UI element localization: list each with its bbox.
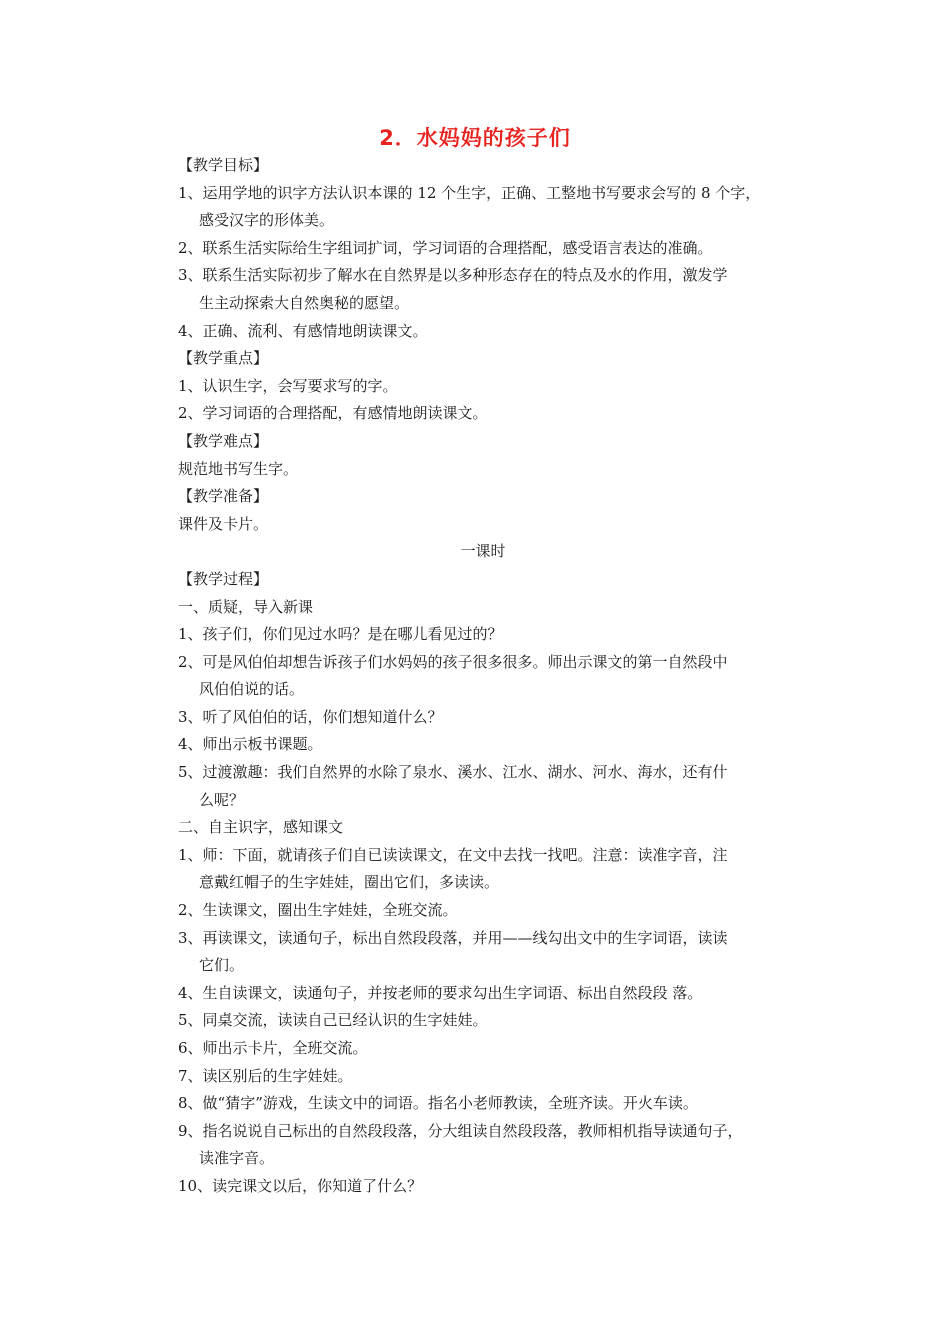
text-line: 意戴红帽子的生字娃娃，圈出它们，多读读。 [199,873,500,892]
text-line: 一课时 [460,542,506,561]
text-line: 1、认识生字，会写要求写的字。 [178,376,398,395]
text-line: 1、孩子们，你们见过水吗？是在哪儿看见过的？ [178,625,503,644]
text-line: 4、师出示板书课题。 [178,735,323,754]
text-line: 4、生自读课文，读通句子，并按老师的要求勾出生字词语、标出自然段段 落。 [178,983,703,1002]
text-line: 二、自主识字，感知课文 [178,818,344,837]
text-line: 一、质疑，导入新课 [178,597,314,616]
document-title: 2．水妈妈的孩子们 [379,126,571,150]
text-line: 10、读完课文以后，你知道了什么？ [178,1176,423,1195]
text-line: 2、学习词语的合理搭配，有感情地朗读课文。 [178,404,488,423]
text-line: 2、生读课文，圈出生字娃娃，全班交流。 [178,901,458,920]
text-line: 风伯伯说的话。 [199,680,305,699]
text-line: 【教学难点】 [178,431,269,450]
text-line: 【教学准备】 [178,487,269,506]
text-line: 【教学重点】 [178,349,269,368]
text-line: 3、联系生活实际初步了解水在自然界是以多种形态存在的特点及水的作用，激发学 [178,266,728,285]
text-line: 课件及卡片。 [178,514,269,533]
text-line: 6、师出示卡片，全班交流。 [178,1039,368,1057]
text-line: 生主动探索大自然奥秘的愿望。 [199,293,410,312]
text-line: 5、同桌交流，读读自己已经认识的生字娃娃。 [178,1011,488,1030]
text-line: 9、指名说说自己标出的自然段段落，分大组读自然段段落，教师相机指导读通句子， [178,1121,743,1140]
text-line: 读准字音。 [199,1149,275,1168]
text-line: 【教学目标】 [178,156,269,174]
text-line: 1、师：下面，就请孩子们自已读读课文，在文中去找一找吧。注意：读准字音，注 [178,845,728,864]
text-line: 规范地书写生字。 [178,459,299,478]
text-line: 5、过渡激趣：我们自然界的水除了泉水、溪水、江水、湖水、河水、海水，还有什 [178,763,728,782]
text-line: 么呢？ [199,790,245,809]
text-line: 它们。 [199,956,245,975]
text-line: 1、运用学地的识字方法认识本课的 12 个生字，正确、工整地书写要求会写的 8 个字， [178,183,761,202]
text-line: 8、做“猜字”游戏，生读文中的词语。指名小老师教读，全班齐读。开火车读。 [178,1094,698,1113]
text-line: 3、听了风伯伯的话，你们想知道什么？ [178,707,443,726]
text-line: 【教学过程】 [178,569,269,588]
document-body [178,152,818,1201]
text-line: 2、可是风伯伯却想告诉孩子们水妈妈的孩子很多很多。师出示课文的第一自然段中 [178,652,728,671]
text-line: 2、联系生活实际给生字组词扩词，学习词语的合理搭配，感受语言表达的准确。 [178,238,713,257]
text-line: 感受汉字的形体美。 [199,211,335,230]
text-line: 7、读区别后的生字娃娃。 [178,1066,353,1085]
text-line: 4、正确、流利、有感情地朗读课文。 [178,321,428,340]
text-line: 3、再读课文，读通句子，标出自然段段落，并用——线勾出文中的生字词语，读读 [178,928,728,947]
